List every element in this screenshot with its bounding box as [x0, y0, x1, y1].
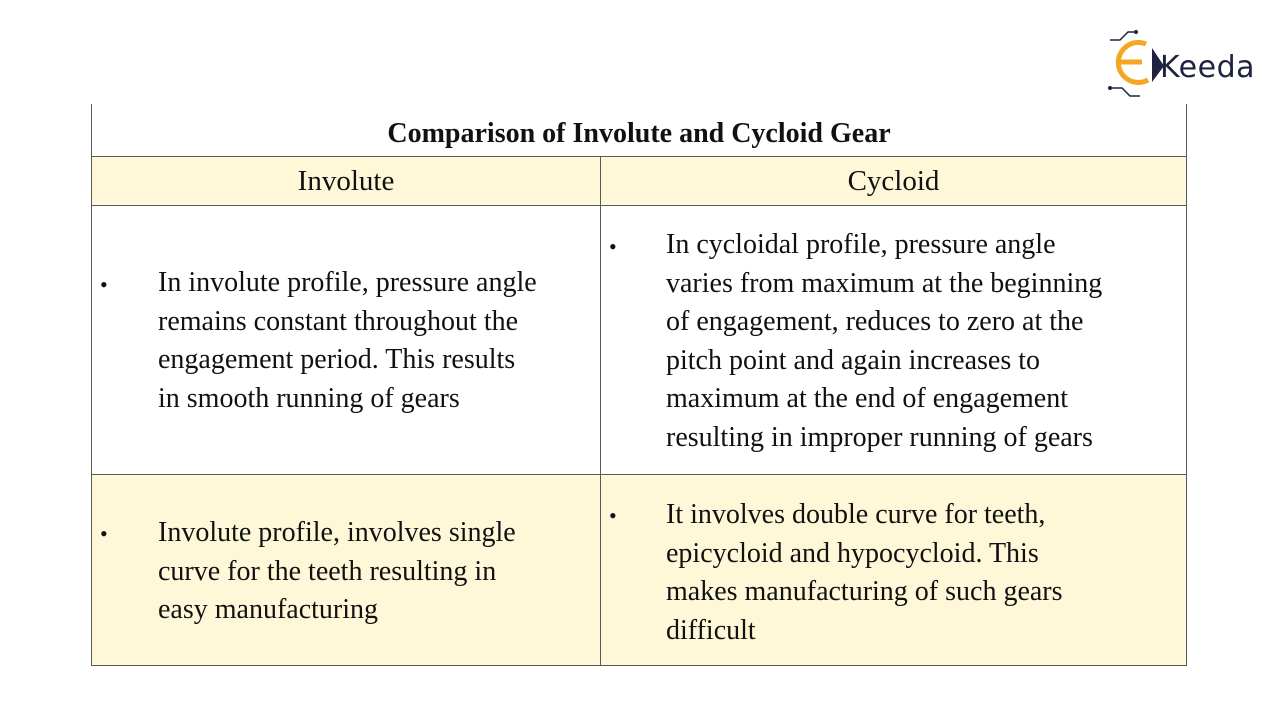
text-line: resulting in improper running of gears [666, 421, 1093, 453]
logo-text: Keeda [1160, 50, 1256, 85]
text-line: makes manufacturing of such gears [666, 576, 1063, 607]
bullet: • [609, 234, 617, 259]
comparison-table [91, 104, 1187, 666]
table-row [92, 206, 1187, 475]
text-line: engagement period. This results [158, 344, 516, 375]
bullet: • [100, 272, 108, 297]
table-title-row [92, 104, 1187, 157]
text-line: epicycloid and hypocycloid. This [666, 537, 1039, 569]
table-title: Comparison of Involute and Cycloid Gear [92, 104, 1187, 157]
table-header-row [92, 157, 1187, 206]
cell-involute-1 [92, 206, 601, 475]
text-line: It involves double curve for teeth, [666, 499, 1046, 530]
table-row [92, 475, 1187, 666]
text-line: varies from maximum at the beginning [666, 267, 1103, 299]
header-involute: Involute [92, 157, 601, 206]
cell-cycloid-1 [601, 206, 1187, 475]
text-line: curve for the teeth resulting in [158, 555, 497, 587]
ekeeda-logo-mark-icon [1106, 26, 1166, 106]
text-line: difficult [666, 614, 756, 646]
cell-involute-2 [92, 475, 601, 666]
cell-cycloid-2 [601, 475, 1187, 666]
text-line: maximum at the end of engagement [666, 383, 1068, 414]
text-line: In involute profile, pressure angle [158, 267, 537, 298]
text-line: Involute profile, involves single [158, 517, 516, 548]
text-line: In cycloidal profile, pressure angle [666, 229, 1056, 260]
text-line: remains constant throughout the [158, 305, 519, 337]
bullet: • [609, 503, 617, 528]
bullet: • [100, 521, 108, 546]
ekeeda-logo [1106, 26, 1266, 106]
text-line: in smooth running of gears [158, 382, 460, 414]
header-cycloid: Cycloid [601, 157, 1187, 206]
text-line: of engagement, reduces to zero at the [666, 306, 1084, 337]
text-line: easy manufacturing [158, 594, 379, 625]
text-line: pitch point and again increases to [666, 344, 1040, 376]
